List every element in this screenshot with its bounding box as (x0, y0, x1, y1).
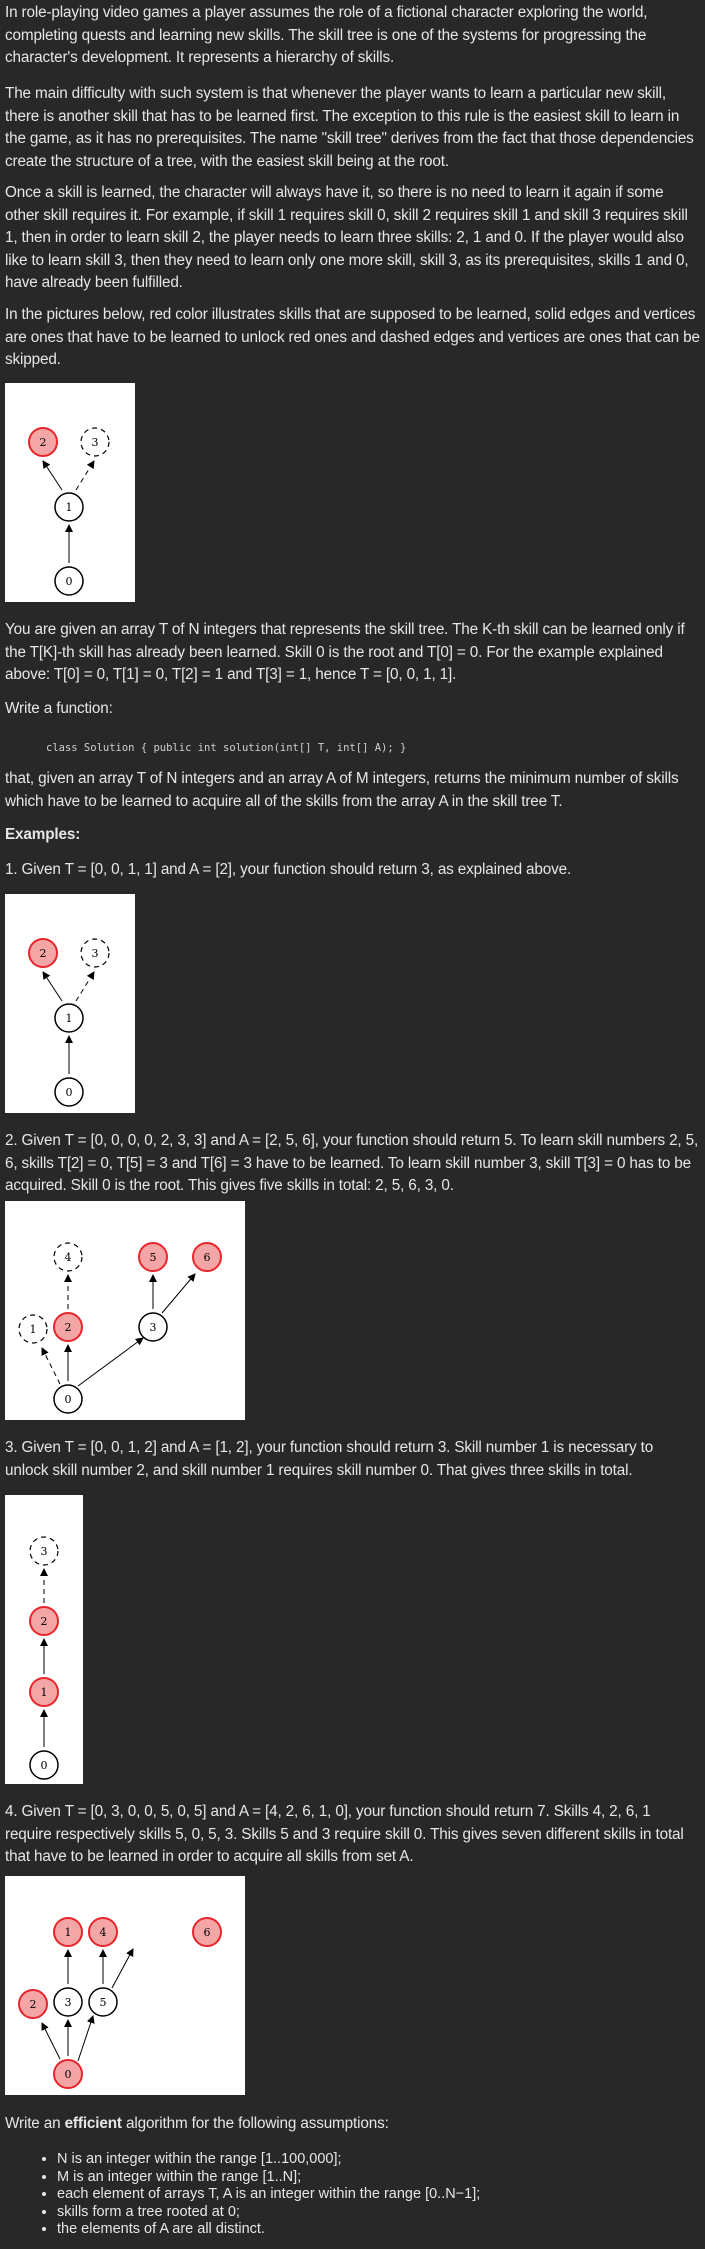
function-signature: class Solution { public int solution(int[] T, int[] A); } (46, 742, 407, 754)
edge-0-2 (42, 2023, 60, 2059)
svg-text:1: 1 (29, 1323, 37, 1336)
skill-node-0 (55, 567, 83, 595)
svg-text:1: 1 (64, 1926, 72, 1939)
skill-node-2-learned (30, 1607, 58, 1635)
svg-text:0: 0 (64, 1393, 72, 1406)
assumption-item: • each element of arrays T, A is an integer within the range [0..N−1]; (57, 2186, 480, 2204)
assumptions-list (5, 2151, 480, 2239)
example-2-text: 2. Given T = [0, 0, 0, 0, 2, 3, 3] and A = [2, 5, 6], your function should return 5. To learn skill numbers 2, 5, 6, skills T[2] = 0, T[5] = 3 and T[6] = 3 have to be learned. To learn skill number 3, skill T[3] = 0 has to be acquired. Skill 0 is the root. This gives five skills in total: 2, 5, 6, 3, 0. (5, 1132, 699, 1194)
skill-node-3-skipped (30, 1537, 58, 1565)
svg-text:3: 3 (64, 1996, 72, 2009)
edge-0-3 (78, 1338, 143, 1386)
task-paragraph: that, given an array T of N integers and an array A of M integers, returns the minimum number of skills which have to be learned to acquire all of the skills from the array A in the skill tree T. (5, 770, 679, 810)
svg-text:5: 5 (149, 1251, 157, 1264)
assumptions-lead-bold: efficient (64, 2115, 122, 2132)
svg-text:0: 0 (64, 2068, 72, 2081)
svg-text:3: 3 (40, 1545, 48, 1558)
skill-node-2-learned (54, 1313, 82, 1341)
skill-node-0 (54, 1385, 82, 1413)
skill-node-0-learned (54, 2060, 82, 2088)
edge-1-2 (43, 972, 62, 1001)
edge-1-3-dashed (76, 461, 94, 490)
skill-node-5-learned (139, 1243, 167, 1271)
svg-text:6: 6 (203, 1926, 211, 1939)
skill-node-6-learned (193, 1918, 221, 1946)
svg-text:2: 2 (64, 1321, 72, 1334)
skill-node-0 (30, 1751, 58, 1779)
skill-node-1-skipped (19, 1315, 47, 1343)
svg-text:0: 0 (65, 1086, 73, 1099)
svg-text:4: 4 (64, 1251, 72, 1264)
examples-heading: Examples: (5, 826, 81, 843)
svg-text:3: 3 (91, 436, 99, 449)
svg-text:6: 6 (203, 1251, 211, 1264)
assumption-item: • skills form a tree rooted at 0; (57, 2204, 480, 2222)
assumption-item: • N is an integer within the range [1..100,000]; (57, 2151, 480, 2169)
skill-node-4-learned (89, 1918, 117, 1946)
write-function-label: Write a function: (5, 700, 113, 717)
skill-node-2-learned (29, 939, 57, 967)
skill-node-0 (55, 1078, 83, 1106)
skill-node-1-learned (30, 1678, 58, 1706)
svg-text:1: 1 (40, 1686, 48, 1699)
edge-0-1-dashed (42, 1348, 60, 1384)
svg-text:2: 2 (29, 1998, 37, 2011)
edge-1-2 (43, 461, 62, 490)
svg-text:2: 2 (40, 1615, 48, 1628)
skill-node-3-skipped (81, 428, 109, 456)
svg-text:3: 3 (91, 947, 99, 960)
skill-tree-figure-example-2 (5, 1201, 245, 1420)
example-3-text: 3. Given T = [0, 0, 1, 2] and A = [1, 2], your function should return 3. Skill number 1 is necessary to unlock skill number 2, and skill number 1 requires skill number 0. That gives three skills in total. (5, 1439, 654, 1479)
intro-paragraph-3: Once a skill is learned, the character will always have it, so there is no need to learn it again if some other skill requires it. For example, if skill 1 requires skill 0, skill 2 requires skill 1 and skill 3 requires skill 1, then in order to learn skill 2, the player needs to learn three skills: 2, 1 and 0. If the player would also like to learn skill 3, then they need to learn only one more skill, skill 3, as its prerequisites, skills 1 and 0, have already been fulfilled. (5, 184, 689, 291)
skill-node-1 (55, 1004, 83, 1032)
assumptions-lead-after: algorithm for the following assumptions: (121, 2115, 389, 2132)
skill-node-3-skipped (81, 939, 109, 967)
edge-3-6 (162, 1274, 195, 1313)
skill-tree-figure-example-1 (5, 894, 135, 1113)
svg-text:4: 4 (99, 1926, 107, 1939)
skill-node-3 (54, 1988, 82, 2016)
skill-node-4-skipped (54, 1243, 82, 1271)
svg-text:0: 0 (65, 575, 73, 588)
svg-text:2: 2 (39, 436, 47, 449)
skill-tree-figure-example-4 (5, 1876, 245, 2095)
edge-5-6 (112, 1949, 133, 1988)
skill-node-1-learned (54, 1918, 82, 1946)
example-4-text: 4. Given T = [0, 3, 0, 0, 5, 0, 5] and A = [4, 2, 6, 1, 0], your function should return 7. Skills 4, 2, 6, 1 require respectively skills 5, 0, 5, 3. Skills 5 and 3 require skill 0. This gives seven different skills in total that have to be learned in order to acquire all skills from set A. (5, 1803, 684, 1865)
skill-node-2-learned (19, 1990, 47, 2018)
edge-0-5 (78, 2016, 93, 2061)
svg-text:1: 1 (65, 1012, 73, 1025)
svg-text:0: 0 (40, 1759, 48, 1772)
svg-text:2: 2 (39, 947, 47, 960)
svg-text:5: 5 (99, 1996, 107, 2009)
svg-text:1: 1 (65, 501, 73, 514)
edge-1-3-dashed (76, 972, 94, 1001)
intro-paragraph-2: The main difficulty with such system is that whenever the player wants to learn a particular new skill, there is another skill that has to be learned first. The exception to this rule is the easiest skill to learn in the game, as it has no prerequisites. The name "skill tree" derives from the fact that those dependencies create the structure of a tree, with the easiest skill being at the root. (5, 85, 694, 170)
intro-paragraph-1: In role-playing video games a player assumes the role of a fictional character exploring the world, completing quests and learning new skills. The skill tree is one of the systems for progressing the character's development. It represents a hierarchy of skills. (5, 4, 648, 66)
skill-tree-figure-example-3 (5, 1495, 83, 1784)
assumptions-lead-before: Write an (5, 2115, 65, 2132)
skill-node-3 (139, 1313, 167, 1341)
example-1-text: 1. Given T = [0, 0, 1, 1] and A = [2], your function should return 3, as explained above. (5, 861, 572, 878)
legend-paragraph: In the pictures below, red color illustrates skills that are supposed to be learned, solid edges and vertices are ones that have to be learned to unlock red ones and dashed edges and vertices are ones that can be skipped. (5, 306, 700, 368)
assumptions-lead (5, 2113, 700, 2136)
definition-paragraph: You are given an array T of N integers that represents the skill tree. The K-th skill can be learned only if the T[K]-th skill has already been learned. Skill 0 is the root and T[0] = 0. For the example explained above: T[0] = 0, T[1] = 0, T[2] = 1 and T[3] = 1, hence T = [0, 0, 1, 1]. (5, 621, 685, 683)
skill-node-2-learned (29, 428, 57, 456)
skill-tree-figure-intro (5, 383, 135, 602)
svg-text:3: 3 (149, 1321, 157, 1334)
skill-node-5 (89, 1988, 117, 2016)
assumption-item: • M is an integer within the range [1..N]; (57, 2169, 480, 2187)
skill-node-6-learned (193, 1243, 221, 1271)
skill-node-1 (55, 493, 83, 521)
assumption-item: • the elements of A are all distinct. (57, 2221, 480, 2239)
